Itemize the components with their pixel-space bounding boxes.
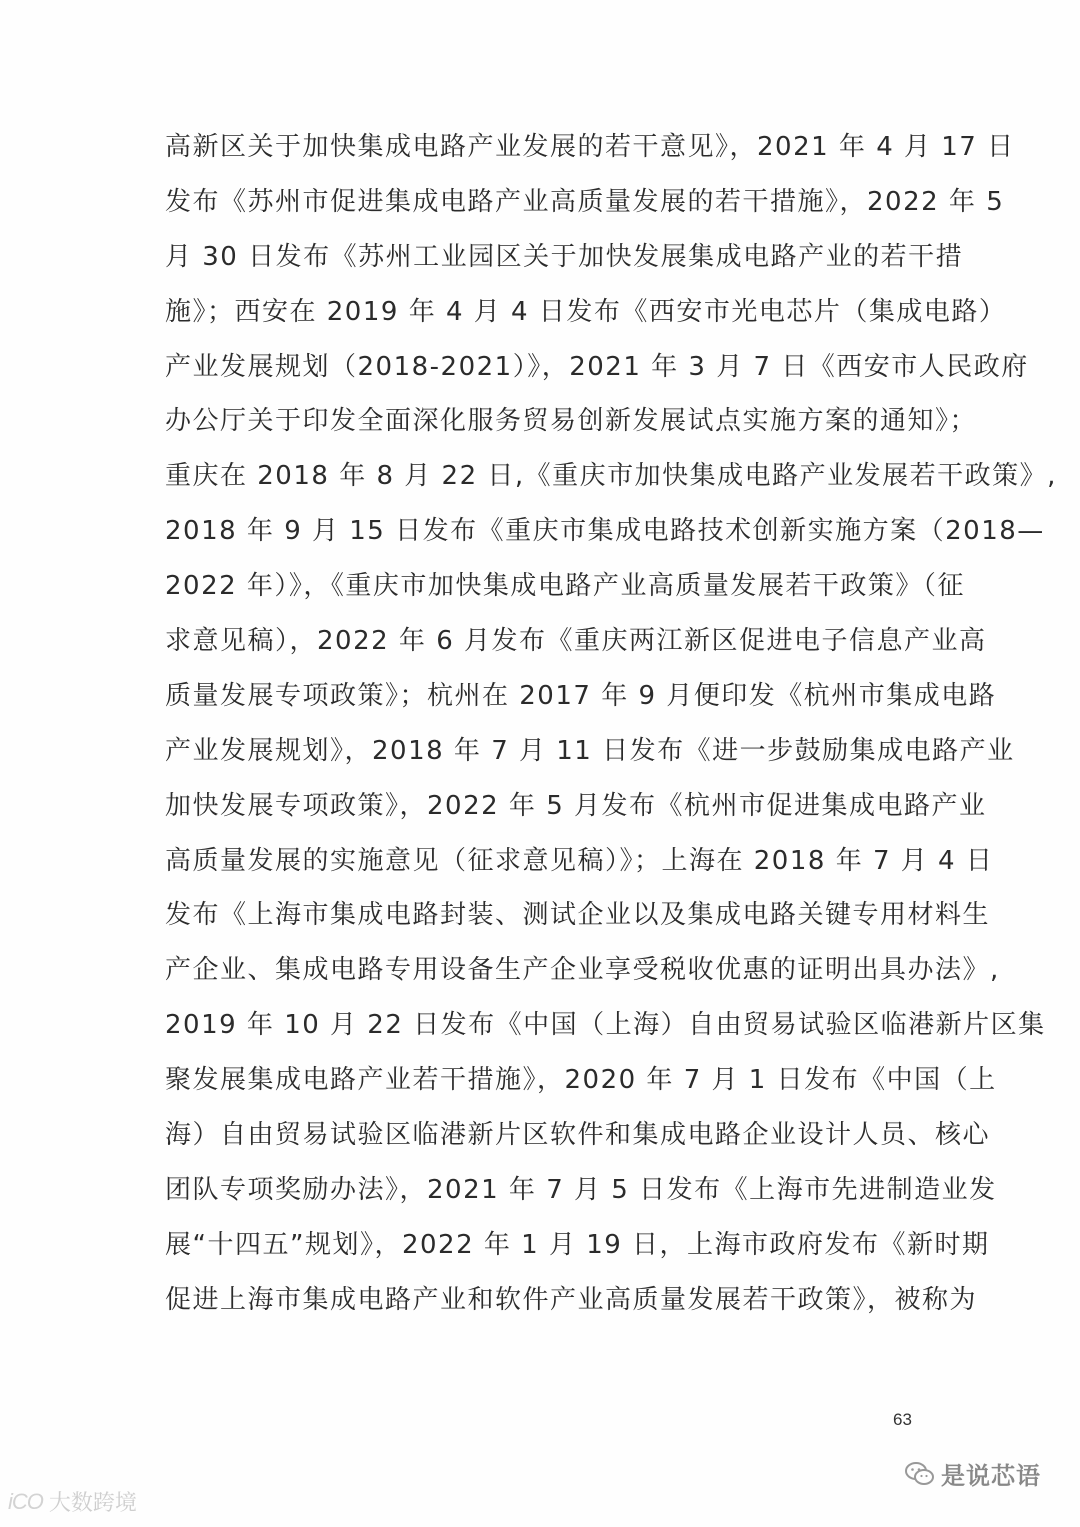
text-line: 促进上海市集成电路产业和软件产业高质量发展若干政策》，被称为 [165,1284,978,1315]
body-text [165,120,1057,1328]
page-number: 63 [893,1410,912,1429]
text-line: 聚发展集成电路产业若干措施》，2020 年 7 月 1 日发布《中国（上 [165,1065,997,1096]
text-line: 2022 年）》，《重庆市加快集成电路产业高质量发展若干政策》（征 [165,571,965,602]
text-line: 求意见稿），2022 年 6 月发布《重庆两江新区促进电子信息产业高 [165,626,987,657]
watermark-right-text: 是说芯语 [941,1462,1041,1490]
text-line: 2018 年 9 月 15 日发布《重庆市集成电路技术创新实施方案（2018— [165,516,1045,547]
text-line: 产业发展规划》，2018 年 7 月 11 日发布《进一步鼓励集成电路产业 [165,735,1015,766]
watermark-right [905,1456,1041,1491]
text-line: 团队专项奖励办法》，2021 年 7 月 5 日发布《上海市先进制造业发 [165,1174,997,1205]
text-line: 发布《上海市集成电路封装、测试企业以及集成电路关键专用材料生 [165,900,991,931]
text-line: 2019 年 10 月 22 日发布《中国（上海）自由贸易试验区临港新片区集 [165,1010,1046,1041]
text-line: 质量发展专项政策》；杭州在 2017 年 9 月便印发《杭州市集成电路 [165,680,997,711]
wechat-icon [905,1461,935,1487]
watermark-left [8,1486,137,1517]
text-line: 展“十四五”规划》，2022 年 1 月 19 日，上海市政府发布《新时期 [165,1229,990,1260]
text-line: 产企业、集成电路专用设备生产企业享受税收优惠的证明出具办法》, [165,955,1000,986]
text-line: 发布《苏州市促进集成电路产业高质量发展的若干措施》，2022 年 5 [165,186,1005,217]
text-line: 高质量发展的实施意见（征求意见稿）》；上海在 2018 年 7 月 4 日 [165,845,994,876]
text-line: 高新区关于加快集成电路产业发展的若干意见》，2021 年 4 月 17 日 [165,132,1015,162]
text-line: 月 30 日发布《苏州工业园区关于加快发展集成电路产业的若干措 [165,241,964,272]
watermark-left-text: 大数跨境 [48,1491,137,1516]
text-line: 办公厅关于印发全面深化服务贸易创新发展试点实施方案的通知》； [165,406,978,437]
text-line: 海）自由贸易试验区临港新片区软件和集成电路企业设计人员、核心 [165,1120,991,1151]
text-line: 加快发展专项政策》，2022 年 5 月发布《杭州市促进集成电路产业 [165,790,987,821]
watermark-logo: iCO [8,1488,43,1514]
text-line: 重庆在 2018 年 8 月 22 日,《重庆市加快集成电路产业发展若干政策》, [165,461,1057,492]
text-line: 产业发展规划（2018-2021）》，2021 年 3 月 7 日《西安市人民政府 [165,351,1029,382]
text-line: 施》；西安在 2019 年 4 月 4 日发布《西安市光电芯片（集成电路） [165,296,1007,327]
